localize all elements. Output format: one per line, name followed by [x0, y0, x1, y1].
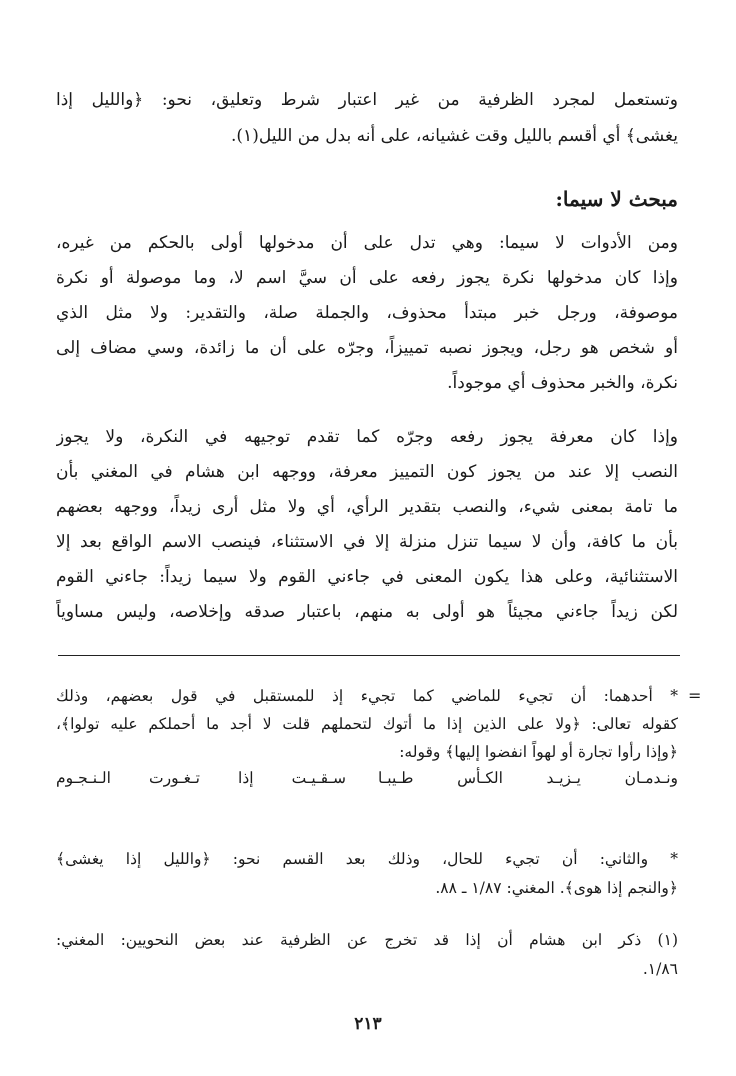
- footnote-line: ١/٨٦.: [642, 960, 678, 978]
- paragraph1-line-2: وإذا كان مدخولها نكرة يجوز رفعه على أن سيَّ اسم لا، وما موصولة أو نكرة: [56, 268, 678, 288]
- verse-second-hemistich: سـقـيـت إذا تـغـورت الـنـجـوم: [56, 769, 346, 787]
- paragraph2-line-3: ما تامة بمعنى شيء، والنصب بتقدير الرأي، أي ولا مثل أرى زيداً، ووجهه بعضهم: [56, 497, 678, 517]
- footnote-line: ﴿وإذا رأوا تجارة أو لهواً انفضوا إليها﴾ وقوله:: [399, 743, 678, 761]
- page-number: ٢١٣: [354, 1014, 382, 1034]
- paragraph1-line-4: أو شخص هو رجل، ويجوز نصبه تمييزاً، وجرّه على أن ما زائدة، وسي مضاف إلى: [56, 338, 678, 358]
- footnote-line: كقوله تعالى: ﴿ولا على الذين إذا ما أتوك لتحملهم قلت لا أجد ما أحملكم عليه تولوا﴾،: [56, 715, 678, 733]
- paragraph1-line-5: نكرة، والخبر محذوف أي موجوداً.: [447, 373, 678, 393]
- section-heading: مبحث لا سيما:: [555, 187, 678, 211]
- paragraph2-line-5: الاستثنائية، وعلى هذا يكون المعنى في جاءني القوم ولا سيما زيداً: جاءني القوم: [56, 567, 678, 587]
- continuation-mark: =: [688, 686, 702, 705]
- paragraph1-line-3: موصوفة، ورجل خبر مبتدأ محذوف، والجملة صلة، والتقدير: ولا مثل الذي: [56, 303, 678, 323]
- footnote-line: * والثاني: أن تجيء للحال، وذلك بعد القسم نحو: ﴿والليل إذا يغشى﴾: [56, 850, 678, 868]
- intro-line-2: يغشى﴾ أي أقسم بالليل وقت غشيانه، على أنه بدل من الليل(١).: [231, 126, 678, 146]
- footnote-line: * أحدهما: أن تجيء للماضي كما تجيء إذ للمستقبل في قول بعضهم، وذلك: [56, 687, 678, 705]
- footnote-line: ﴿والنجم إذا هوى﴾. المغني: ١/٨٧ ـ ٨٨.: [435, 879, 678, 897]
- paragraph2-line-2: النصب إلا عند من يجوز كون التمييز معرفة، ووجهه ابن هشام في المغني بأن: [56, 462, 678, 482]
- footnote-separator: [58, 655, 680, 656]
- paragraph2-line-4: بأن ما كافة، وأن لا سيما تنزل منزلة إلا في الاستثناء، فينصب الاسم الواقع بعد إلا: [56, 532, 678, 552]
- verse-first-hemistich: ونـدمـان يـزيـد الكـأس طـيبـا: [378, 769, 678, 787]
- intro-line-1: وتستعمل لمجرد الظرفية من غير اعتبار شرط وتعليق، نحو: ﴿والليل إذا: [56, 90, 678, 110]
- paragraph1-line-1: ومن الأدوات لا سيما: وهي تدل على أن مدخولها أولى بالحكم من غيره،: [56, 233, 678, 253]
- footnote-line: (١) ذكر ابن هشام أن إذا قد تخرج عن الظرفية عند بعض النحويين: المغني:: [56, 931, 678, 949]
- paragraph2-line-6: لكن زيداً جاءني مجيئاً هو أولى به منهم، باعتبار صدقه وإخلاصه، وليس مساوياً: [56, 602, 678, 622]
- paragraph2-line-1: وإذا كان معرفة يجوز رفعه وجرّه كما تقدم توجيهه في النكرة، ولا يجوز: [56, 427, 678, 447]
